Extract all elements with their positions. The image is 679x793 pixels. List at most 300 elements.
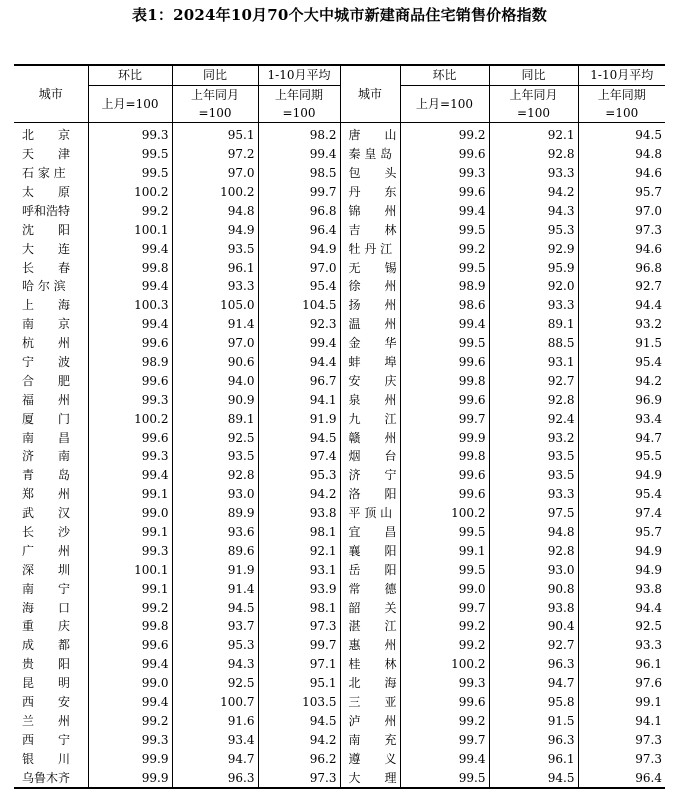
mom-cell: 99.2: [88, 201, 172, 220]
city-cell: 包 头: [340, 164, 400, 183]
table-row: [14, 315, 665, 334]
avg-cell: 92.1: [258, 541, 340, 560]
yoy-cell: 92.8: [172, 466, 258, 485]
avg-cell: 92.3: [258, 315, 340, 334]
mom-cell: 99.4: [88, 655, 172, 674]
yoy-cell: 93.0: [489, 560, 578, 579]
mom-cell: 99.5: [88, 164, 172, 183]
mom-cell: 99.7: [400, 409, 489, 428]
avg-cell: 94.5: [258, 428, 340, 447]
yoy-cell: 96.3: [489, 730, 578, 749]
yoy-cell: 91.4: [172, 579, 258, 598]
yoy-cell: 93.5: [489, 447, 578, 466]
city-cell: 长 沙: [22, 525, 71, 540]
mom-cell: 99.4: [88, 693, 172, 712]
yoy-cell: 92.5: [172, 428, 258, 447]
avg-cell: 94.6: [578, 239, 665, 258]
yoy-cell: 92.0: [489, 277, 578, 296]
yoy-cell: 93.8: [489, 598, 578, 617]
avg-cell: 98.5: [258, 164, 340, 183]
city-header-left: 城市: [14, 65, 88, 122]
mom-cell: 100.1: [88, 220, 172, 239]
city-cell: 襄 阳: [340, 541, 400, 560]
avg-cell: 91.9: [258, 409, 340, 428]
table-row: [14, 466, 665, 485]
avg-cell: 97.3: [578, 220, 665, 239]
yoy-cell: 93.4: [172, 730, 258, 749]
mom-cell: 99.5: [400, 258, 489, 277]
city-cell: 乌鲁木齐: [14, 768, 88, 788]
yoy-cell: 95.1: [172, 122, 258, 144]
mom-cell: 99.2: [400, 617, 489, 636]
mom-cell: 99.4: [88, 239, 172, 258]
city-cell: 青 岛: [22, 468, 71, 483]
table-row: [14, 541, 665, 560]
table-body: [14, 122, 665, 788]
avg-cell: 95.7: [578, 183, 665, 202]
city-cell: 赣 州: [340, 428, 400, 447]
avg-base-line2: =100: [605, 105, 639, 120]
yoy-cell: 93.7: [172, 617, 258, 636]
yoy-base-line2: =100: [198, 105, 232, 120]
avg-cell: 94.1: [258, 390, 340, 409]
avg-cell: 96.8: [578, 258, 665, 277]
city-cell: 金 华: [340, 334, 400, 353]
yoy-cell: 92.8: [489, 145, 578, 164]
yoy-cell: 94.5: [489, 768, 578, 788]
yoy-cell: 96.3: [489, 655, 578, 674]
mom-cell: 99.3: [88, 390, 172, 409]
city-cell: 郑 州: [22, 487, 71, 502]
table-row: [14, 258, 665, 277]
city-cell: 厦 门: [22, 411, 71, 426]
table-header: [14, 65, 665, 122]
mom-header-left: 环比: [88, 65, 172, 85]
table-row: [14, 636, 665, 655]
yoy-cell: 92.5: [172, 674, 258, 693]
city-cell: 韶 关: [340, 598, 400, 617]
yoy-cell: 97.0: [172, 164, 258, 183]
avg-cell: 94.9: [578, 541, 665, 560]
yoy-cell: 96.1: [489, 749, 578, 768]
mom-cell: 100.2: [88, 183, 172, 202]
city-cell: 湛 江: [340, 617, 400, 636]
city-cell: 温 州: [340, 315, 400, 334]
yoy-base-line1: 上年同月: [509, 87, 558, 102]
table-row: [14, 390, 665, 409]
mom-cell: 99.4: [88, 466, 172, 485]
city-cell: 三 亚: [340, 693, 400, 712]
yoy-cell: 96.1: [172, 258, 258, 277]
table-row: [14, 296, 665, 315]
avg-cell: 97.3: [578, 730, 665, 749]
table-row: [14, 164, 665, 183]
city-cell: 沈 阳: [22, 222, 71, 237]
yoy-cell: 93.5: [172, 447, 258, 466]
avg-cell: 96.4: [578, 768, 665, 788]
table-row: [14, 277, 665, 296]
mom-cell: 99.6: [400, 693, 489, 712]
mom-cell: 99.3: [400, 164, 489, 183]
avg-cell: 97.4: [578, 504, 665, 523]
table-row: [14, 693, 665, 712]
mom-cell: 98.9: [400, 277, 489, 296]
yoy-cell: 89.6: [172, 541, 258, 560]
avg-cell: 94.4: [578, 296, 665, 315]
city-cell: 天 津: [22, 147, 71, 162]
mom-cell: 99.6: [88, 428, 172, 447]
city-cell: 扬 州: [340, 296, 400, 315]
avg-cell: 94.2: [258, 730, 340, 749]
mom-cell: 99.8: [400, 371, 489, 390]
mom-cell: 99.4: [88, 315, 172, 334]
avg-cell: 94.7: [578, 428, 665, 447]
city-cell: 武 汉: [22, 506, 71, 521]
avg-cell: 94.1: [578, 712, 665, 731]
city-cell: 银 川: [22, 751, 71, 766]
avg-cell: 94.9: [578, 560, 665, 579]
city-cell: 无 锡: [340, 258, 400, 277]
mom-cell: 99.2: [400, 239, 489, 258]
table-row: [14, 201, 665, 220]
mom-cell: 99.1: [88, 579, 172, 598]
avg-cell: 94.4: [258, 353, 340, 372]
yoy-cell: 97.0: [172, 334, 258, 353]
table-row: [14, 239, 665, 258]
city-cell: 广 州: [22, 543, 71, 558]
mom-base-right: 上月=100: [400, 85, 489, 122]
yoy-cell: 91.4: [172, 315, 258, 334]
avg-cell: 94.5: [258, 712, 340, 731]
yoy-cell: 92.9: [489, 239, 578, 258]
city-cell: 济 宁: [340, 466, 400, 485]
yoy-header-right: 同比: [489, 65, 578, 85]
city-cell: 西 宁: [22, 732, 71, 747]
yoy-cell: 94.0: [172, 371, 258, 390]
city-cell: 福 州: [22, 392, 71, 407]
mom-cell: 99.9: [88, 749, 172, 768]
avg-cell: 103.5: [258, 693, 340, 712]
mom-cell: 99.9: [88, 768, 172, 788]
city-cell: 长 春: [22, 260, 71, 275]
avg-cell: 95.4: [258, 277, 340, 296]
table-row: [14, 122, 665, 144]
yoy-cell: 97.2: [172, 145, 258, 164]
avg-cell: 96.2: [258, 749, 340, 768]
city-cell: 桂 林: [340, 655, 400, 674]
yoy-cell: 91.6: [172, 712, 258, 731]
city-cell: 遵 义: [340, 749, 400, 768]
mom-cell: 100.2: [400, 655, 489, 674]
mom-cell: 99.0: [88, 674, 172, 693]
table-row: [14, 220, 665, 239]
yoy-cell: 92.7: [489, 371, 578, 390]
mom-cell: 99.1: [88, 485, 172, 504]
mom-cell: 99.6: [88, 334, 172, 353]
table-row: [14, 712, 665, 731]
mom-cell: 99.5: [400, 768, 489, 788]
mom-cell: 99.5: [400, 220, 489, 239]
table-row: [14, 183, 665, 202]
avg-cell: 95.5: [578, 447, 665, 466]
yoy-cell: 93.0: [172, 485, 258, 504]
yoy-cell: 89.9: [172, 504, 258, 523]
price-index-table: [14, 64, 665, 789]
yoy-cell: 93.6: [172, 523, 258, 542]
table-row: [14, 504, 665, 523]
table-row: [14, 617, 665, 636]
city-cell: 南 昌: [22, 430, 71, 445]
city-cell: 宜 昌: [340, 523, 400, 542]
avg-cell: 94.2: [258, 485, 340, 504]
city-cell: 南 京: [22, 317, 71, 332]
mom-cell: 99.0: [88, 504, 172, 523]
city-cell: 太 原: [22, 185, 71, 199]
city-cell: 丹 东: [340, 183, 400, 202]
yoy-cell: 93.5: [489, 466, 578, 485]
avg-cell: 91.5: [578, 334, 665, 353]
yoy-cell: 92.8: [489, 390, 578, 409]
yoy-header-left: 同比: [172, 65, 258, 85]
avg-cell: 96.8: [258, 201, 340, 220]
mom-cell: 99.6: [88, 636, 172, 655]
mom-cell: 99.4: [400, 749, 489, 768]
avg-cell: 96.9: [578, 390, 665, 409]
avg-cell: 95.3: [258, 466, 340, 485]
city-cell: 九 江: [340, 409, 400, 428]
mom-cell: 99.2: [400, 712, 489, 731]
yoy-base-line2: =100: [517, 105, 550, 120]
avg-cell: 93.8: [578, 579, 665, 598]
avg-cell: 99.1: [578, 693, 665, 712]
city-cell: 重 庆: [22, 619, 71, 634]
city-cell: 海 口: [22, 600, 71, 615]
avg-base-right: [578, 85, 665, 122]
yoy-cell: 92.4: [489, 409, 578, 428]
avg-cell: 97.3: [258, 768, 340, 788]
city-cell: 吉 林: [340, 220, 400, 239]
avg-cell: 94.5: [578, 122, 665, 144]
mom-cell: 99.2: [88, 712, 172, 731]
yoy-base-left: [172, 85, 258, 122]
mom-cell: 99.4: [400, 201, 489, 220]
mom-cell: 99.6: [400, 353, 489, 372]
avg-cell: 95.1: [258, 674, 340, 693]
mom-cell: 99.9: [400, 428, 489, 447]
avg-cell: 99.4: [258, 145, 340, 164]
city-cell: 平 顶 山: [340, 504, 400, 523]
mom-cell: 99.7: [400, 598, 489, 617]
yoy-cell: 90.8: [489, 579, 578, 598]
avg-cell: 96.7: [258, 371, 340, 390]
city-cell: 昆 明: [22, 676, 71, 691]
yoy-cell: 92.7: [489, 636, 578, 655]
city-cell: 上 海: [22, 298, 71, 313]
city-cell: 哈 尔 滨: [22, 279, 66, 294]
yoy-cell: 94.7: [172, 749, 258, 768]
yoy-cell: 90.9: [172, 390, 258, 409]
mom-cell: 100.2: [400, 504, 489, 523]
yoy-cell: 94.2: [489, 183, 578, 202]
mom-cell: 100.3: [88, 296, 172, 315]
avg-cell: 97.3: [578, 749, 665, 768]
mom-cell: 99.5: [400, 334, 489, 353]
yoy-cell: 93.1: [489, 353, 578, 372]
mom-header-right: 环比: [400, 65, 489, 85]
mom-cell: 99.3: [88, 541, 172, 560]
city-cell: 西 安: [22, 695, 71, 710]
yoy-cell: 89.1: [172, 409, 258, 428]
table-title: 表1：2024年10月70个大中城市新建商品住宅销售价格指数: [132, 6, 547, 24]
yoy-cell: 93.3: [489, 296, 578, 315]
avg-cell: 104.5: [258, 296, 340, 315]
yoy-cell: 90.6: [172, 353, 258, 372]
avg-cell: 98.1: [258, 523, 340, 542]
avg-cell: 94.8: [578, 145, 665, 164]
city-cell: 常 德: [340, 579, 400, 598]
mom-cell: 99.3: [88, 730, 172, 749]
table-row: [14, 560, 665, 579]
yoy-cell: 90.4: [489, 617, 578, 636]
avg-cell: 97.4: [258, 447, 340, 466]
yoy-cell: 100.7: [172, 693, 258, 712]
avg-cell: 97.1: [258, 655, 340, 674]
city-cell: 深 圳: [22, 562, 71, 577]
avg-cell: 95.7: [578, 523, 665, 542]
mom-cell: 99.1: [88, 523, 172, 542]
mom-cell: 99.6: [400, 183, 489, 202]
yoy-cell: 92.1: [489, 122, 578, 144]
mom-cell: 99.6: [400, 466, 489, 485]
yoy-cell: 94.3: [489, 201, 578, 220]
yoy-cell: 95.3: [489, 220, 578, 239]
city-cell: 济 南: [22, 449, 71, 464]
city-cell: 大 理: [340, 768, 400, 788]
mom-cell: 99.2: [400, 636, 489, 655]
avg-base-line1: 上年同期: [274, 87, 323, 102]
city-cell: 锦 州: [340, 201, 400, 220]
mom-cell: 99.4: [400, 315, 489, 334]
avg-cell: 94.6: [578, 164, 665, 183]
mom-cell: 99.5: [400, 523, 489, 542]
yoy-cell: 94.3: [172, 655, 258, 674]
mom-cell: 99.3: [400, 674, 489, 693]
avg-cell: 93.4: [578, 409, 665, 428]
mom-cell: 99.2: [88, 598, 172, 617]
avg-cell: 94.2: [578, 371, 665, 390]
avg-cell: 97.0: [258, 258, 340, 277]
avg-header-left: 1-10月平均: [258, 65, 340, 85]
yoy-cell: 94.5: [172, 598, 258, 617]
avg-cell: 92.5: [578, 617, 665, 636]
city-cell: 安 庆: [340, 371, 400, 390]
mom-cell: 99.6: [400, 390, 489, 409]
yoy-cell: 93.3: [489, 164, 578, 183]
city-cell: 秦 皇 岛: [340, 145, 400, 164]
avg-cell: 97.3: [258, 617, 340, 636]
table-row: [14, 485, 665, 504]
avg-cell: 93.8: [258, 504, 340, 523]
city-cell: 泉 州: [340, 390, 400, 409]
city-cell: 蚌 埠: [340, 353, 400, 372]
avg-cell: 98.2: [258, 122, 340, 144]
mom-cell: 98.6: [400, 296, 489, 315]
city-cell: 牡 丹 江: [340, 239, 400, 258]
avg-cell: 92.7: [578, 277, 665, 296]
mom-cell: 99.6: [400, 485, 489, 504]
yoy-cell: 100.2: [172, 183, 258, 202]
avg-cell: 94.4: [578, 598, 665, 617]
mom-cell: 99.4: [88, 277, 172, 296]
city-cell: 杭 州: [22, 336, 71, 351]
city-cell: 洛 阳: [340, 485, 400, 504]
avg-cell: 96.4: [258, 220, 340, 239]
table-row: [14, 655, 665, 674]
table-row: [14, 749, 665, 768]
yoy-cell: 95.8: [489, 693, 578, 712]
mom-cell: 99.6: [88, 371, 172, 390]
yoy-cell: 94.9: [172, 220, 258, 239]
yoy-cell: 97.5: [489, 504, 578, 523]
city-cell: 徐 州: [340, 277, 400, 296]
avg-cell: 97.0: [578, 201, 665, 220]
yoy-cell: 96.3: [172, 768, 258, 788]
yoy-cell: 95.9: [489, 258, 578, 277]
yoy-cell: 91.9: [172, 560, 258, 579]
city-cell: 惠 州: [340, 636, 400, 655]
avg-cell: 93.1: [258, 560, 340, 579]
yoy-cell: 93.5: [172, 239, 258, 258]
mom-cell: 99.5: [88, 145, 172, 164]
yoy-cell: 93.3: [172, 277, 258, 296]
mom-cell: 99.3: [88, 122, 172, 144]
avg-base-line2: =100: [282, 105, 316, 120]
yoy-cell: 92.8: [489, 541, 578, 560]
table-row: [14, 674, 665, 693]
mom-cell: 99.1: [400, 541, 489, 560]
yoy-cell: 88.5: [489, 334, 578, 353]
avg-cell: 95.4: [578, 485, 665, 504]
avg-cell: 94.9: [578, 466, 665, 485]
mom-cell: 99.8: [88, 617, 172, 636]
city-cell: 大 连: [22, 241, 71, 256]
table-row: [14, 579, 665, 598]
avg-cell: 97.6: [578, 674, 665, 693]
city-cell: 北 京: [22, 128, 71, 143]
yoy-cell: 95.3: [172, 636, 258, 655]
mom-cell: 100.2: [88, 409, 172, 428]
mom-cell: 99.2: [400, 122, 489, 144]
city-cell: 贵 阳: [22, 657, 71, 672]
avg-cell: 93.2: [578, 315, 665, 334]
table-row: [14, 353, 665, 372]
avg-cell: 93.9: [258, 579, 340, 598]
yoy-cell: 94.8: [172, 201, 258, 220]
table-row: [14, 428, 665, 447]
city-cell: 石 家 庄: [22, 166, 66, 181]
yoy-base-line1: 上年同月: [190, 87, 239, 102]
mom-cell: 98.9: [88, 353, 172, 372]
mom-cell: 99.0: [400, 579, 489, 598]
table-row: [14, 145, 665, 164]
table-row: [14, 768, 665, 788]
city-cell: 北 海: [340, 674, 400, 693]
mom-cell: 99.8: [400, 447, 489, 466]
table-row: [14, 409, 665, 428]
yoy-cell: 91.5: [489, 712, 578, 731]
mom-base-left: 上月=100: [88, 85, 172, 122]
city-cell: 合 肥: [22, 373, 71, 388]
